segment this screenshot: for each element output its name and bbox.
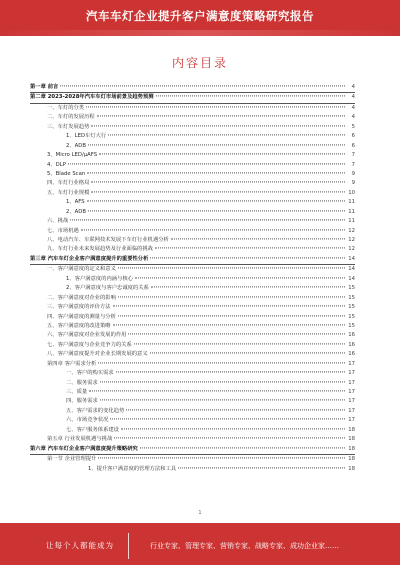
toc-entry-page: 15 <box>348 294 355 301</box>
toc-entry-page: 4 <box>351 84 355 90</box>
toc-entry-page: 17 <box>348 389 355 395</box>
toc-entry-label: 四、客户满意度的测量与分析 <box>47 313 116 320</box>
toc-leader-dots <box>128 334 345 335</box>
toc-entry-label: 七、客户满意度与企业竞争力的关系 <box>47 341 132 348</box>
toc-entry-page: 17 <box>348 417 355 424</box>
toc-entry-page: 6 <box>351 133 355 140</box>
toc-leader-dots <box>118 296 345 297</box>
toc-entry-page: 11 <box>348 218 355 225</box>
toc-entry[interactable] <box>30 217 355 226</box>
toc-entry[interactable] <box>30 369 355 378</box>
toc-leader-dots <box>114 438 345 439</box>
toc-entry-page: 15 <box>348 304 355 311</box>
toc-entry-label: 三、客户满意度的评价方法 <box>47 304 111 311</box>
toc-entry-label: 四、服务需求 <box>66 398 98 405</box>
toc-entry[interactable] <box>30 170 355 179</box>
toc-leader-dots <box>134 343 345 344</box>
toc-entry[interactable] <box>30 83 355 93</box>
toc-leader-dots <box>126 409 345 410</box>
toc-entry[interactable] <box>30 313 355 322</box>
toc-entry[interactable] <box>30 179 355 188</box>
footer-divider <box>128 533 129 559</box>
toc-entry-label: 六、市场竞争状况 <box>66 417 109 424</box>
report-title: 汽车车灯企业提升客户满意度策略研究报告 <box>86 9 314 23</box>
toc-entry[interactable] <box>30 236 355 245</box>
toc-entry[interactable] <box>30 350 355 359</box>
header-accent-band <box>0 30 400 36</box>
toc-leader-dots <box>60 85 345 86</box>
toc-entry-label: 四、车灯行业格局 <box>47 180 90 187</box>
toc-entry-page: 4 <box>351 114 355 121</box>
toc-leader-dots <box>88 210 345 211</box>
toc-entry[interactable] <box>30 255 355 265</box>
toc-entry-page: 15 <box>348 322 355 329</box>
toc-entry[interactable] <box>30 445 355 455</box>
toc-leader-dots <box>91 182 345 183</box>
toc-entry[interactable] <box>30 189 355 198</box>
toc-leader-dots <box>150 257 345 258</box>
toc-entry[interactable] <box>30 132 355 141</box>
toc-entry-page: 16 <box>348 332 355 339</box>
toc-entry-label: 六、挑战 <box>47 218 69 225</box>
toc-entry-label: 第一节 企业管理提升 <box>47 456 97 463</box>
toc-entry[interactable] <box>30 331 355 340</box>
toc-entry-label: 2、客户满意度与客户忠诚度的关系 <box>66 285 149 292</box>
toc-entry-label: 第四章 客户需求分析 <box>47 360 97 367</box>
toc-entry[interactable] <box>30 245 355 254</box>
toc-entry[interactable] <box>30 455 355 464</box>
toc-entry-label: 第五章 行业发展机遇与挑战 <box>47 436 113 443</box>
toc-leader-dots <box>81 229 345 230</box>
toc-entry[interactable] <box>30 360 355 369</box>
toc-entry-page: 4 <box>351 94 355 101</box>
toc-leader-dots <box>135 277 345 278</box>
toc-leader-dots <box>155 248 345 249</box>
toc-entry[interactable] <box>30 388 355 397</box>
toc-entry-page: 11 <box>348 199 355 206</box>
toc-entry-page: 17 <box>348 379 355 386</box>
toc-leader-dots <box>151 287 345 288</box>
toc-entry[interactable] <box>30 161 355 170</box>
toc-leader-dots <box>87 172 345 173</box>
toc-entry-page: 15 <box>348 313 355 320</box>
toc-entry-page: 17 <box>348 360 355 367</box>
toc-entry-label: 一、客户满意度的定义和意义 <box>47 266 116 273</box>
toc-entry[interactable] <box>30 416 355 425</box>
toc-leader-dots <box>86 106 345 107</box>
toc-title: 内容目录 <box>171 56 228 70</box>
toc-leader-dots <box>89 390 345 391</box>
toc-entry-label: 2、ADB <box>66 208 87 215</box>
page-number: 1 <box>198 510 202 516</box>
toc-entry[interactable] <box>30 104 355 113</box>
toc-entry-page: 10 <box>348 189 355 196</box>
toc-entry-label: 二、服务需求 <box>66 379 98 386</box>
toc-leader-dots <box>113 324 345 325</box>
toc-entry-page: 11 <box>348 208 355 215</box>
toc-entry-page: 7 <box>351 152 355 159</box>
toc-entry-page: 17 <box>348 398 355 405</box>
toc-entry-page: 18 <box>348 426 355 433</box>
toc-entry-label: 4、DLP <box>47 161 66 168</box>
toc-entry-label: 一、客户的购买需求 <box>66 370 114 377</box>
toc-leader-dots <box>98 362 345 363</box>
toc-leader-dots <box>99 153 345 154</box>
toc-entry-label: 五、车灯行业规模 <box>47 189 90 196</box>
toc-entry-label: 七、市场机遇 <box>47 227 79 234</box>
toc-leader-dots <box>88 144 345 145</box>
toc-entry-page: 14 <box>348 275 355 282</box>
toc-entry[interactable] <box>30 397 355 406</box>
toc-leader-dots <box>91 191 345 192</box>
toc-entry-label: 三、车灯发展趋势 <box>47 123 90 130</box>
toc-entry[interactable] <box>30 379 355 388</box>
toc-entry[interactable] <box>30 93 355 103</box>
toc-entry-page: 9 <box>351 180 355 187</box>
toc-entry[interactable] <box>30 208 355 217</box>
toc-entry-page: 17 <box>348 370 355 377</box>
toc-entry-label: 一、车灯的分类 <box>47 104 85 111</box>
toc-leader-dots <box>178 467 345 468</box>
toc-leader-dots <box>140 447 345 448</box>
toc-entry-label: 九、车灯行业未来发展趋势及行业面临的挑战 <box>47 246 153 253</box>
toc-leader-dots <box>116 372 345 373</box>
toc-entry-page: 18 <box>348 436 355 443</box>
toc-entry-label: 八、电动汽车、车联网技术发展下车灯行业机遇分析 <box>47 237 169 243</box>
toc-entry[interactable] <box>30 275 355 284</box>
toc-entry-label: 二、客户满意度对企业的影响 <box>47 294 116 301</box>
toc-entry-page: 17 <box>348 407 355 414</box>
toc-entry-label: 八、客户满意度提升对企业长期发展的意义 <box>47 351 148 358</box>
toc-entry-page: 9 <box>351 170 355 177</box>
toc-entry-label: 3、Micro LED/μAFS <box>47 152 98 159</box>
toc-entry-page: 14 <box>348 255 355 262</box>
toc-entry-label: 七、客户服务体系建设 <box>66 426 119 433</box>
toc-leader-dots <box>108 135 345 136</box>
toc-entry[interactable] <box>30 113 355 122</box>
toc-leader-dots <box>113 305 345 306</box>
toc-leader-dots <box>68 163 345 164</box>
toc-entry-page: 15 <box>348 285 355 292</box>
toc-entry-label: 第三章 汽车车灯企业客户满意度提升的重要性分析 <box>30 255 149 262</box>
toc-leader-dots <box>97 116 345 117</box>
toc-entry-page: 5 <box>351 123 355 130</box>
toc-entry-label: 1、LED车灯大行 <box>66 133 107 140</box>
toc-leader-dots <box>171 238 345 239</box>
toc-entry-label: 第二章 2023-2028年汽车车灯市场前景及趋势预测 <box>30 94 154 101</box>
toc-entry[interactable] <box>30 426 355 435</box>
toc-leader-dots <box>150 353 345 354</box>
toc-entry-page: 12 <box>348 237 355 243</box>
toc-leader-dots <box>121 428 345 429</box>
toc-entry-label: 第六章 汽车车灯企业客户满意度提升策略研究 <box>30 445 138 452</box>
toc-entry-page: 16 <box>348 351 355 358</box>
footer-slogan: 让每个人都能成为 <box>46 541 114 550</box>
toc-entry[interactable] <box>30 265 355 274</box>
toc-entry-page: 4 <box>351 104 355 111</box>
toc-entry[interactable] <box>30 435 355 444</box>
report-header <box>0 0 400 36</box>
toc-entry[interactable] <box>30 407 355 416</box>
toc-entry[interactable] <box>30 294 355 303</box>
toc-entry-page: 18 <box>348 465 355 472</box>
toc-entry-page: 18 <box>348 456 355 463</box>
toc-entry-page: 14 <box>348 266 355 273</box>
footer-tagline: 行业专家、管理专家、营销专家、战略专家、成功企业家…… <box>150 542 339 550</box>
toc-entry-label: 1、客户满意度的内涵与核心 <box>66 275 133 282</box>
toc-leader-dots <box>110 419 345 420</box>
toc-leader-dots <box>118 315 345 316</box>
toc-entry-label: 5、Blade Scan <box>47 170 86 177</box>
toc-leader-dots <box>100 400 345 401</box>
toc-leader-dots <box>87 201 345 202</box>
toc-entry[interactable] <box>30 284 355 293</box>
toc-entry-label: 2、ADB <box>66 142 87 149</box>
toc-entry[interactable] <box>30 151 355 160</box>
toc-entry-label: 五、客户满意度的改进策略 <box>47 322 111 329</box>
toc-leader-dots <box>70 220 345 221</box>
toc-leader-dots <box>118 268 345 269</box>
toc-entry-label: 三、质量 <box>66 389 88 395</box>
toc-entry-page: 7 <box>351 161 355 168</box>
toc-entry-label: 五、客户需求的变化趋势 <box>66 407 125 414</box>
toc-entry-page: 18 <box>348 445 355 452</box>
toc-entry-label: 1、提升客户满意度的管理方法和工具 <box>88 465 177 472</box>
toc-entry[interactable] <box>30 465 355 474</box>
toc-entry[interactable] <box>30 227 355 236</box>
toc-entry-page: 12 <box>348 246 355 253</box>
toc-entry-page: 12 <box>348 227 355 234</box>
toc-entry-page: 16 <box>348 341 355 348</box>
toc-entry[interactable] <box>30 142 355 151</box>
toc-entry[interactable] <box>30 303 355 312</box>
toc-leader-dots <box>156 96 345 97</box>
toc-entry-label: 第一章 前言 <box>30 84 59 90</box>
toc-leader-dots <box>91 125 345 126</box>
toc-leader-dots <box>98 457 345 458</box>
toc-entry[interactable] <box>30 341 355 350</box>
toc-entry-label: 二、车灯的发展历程 <box>47 114 95 121</box>
toc-entry[interactable] <box>30 322 355 331</box>
toc-entry[interactable] <box>30 123 355 132</box>
toc-entry-label: 六、客户满意度对企业发展的作用 <box>47 332 127 339</box>
toc-entry-page: 6 <box>351 142 355 149</box>
table-of-contents <box>30 83 355 474</box>
toc-leader-dots <box>100 381 345 382</box>
toc-entry[interactable] <box>30 198 355 207</box>
toc-entry-label: 1、AFS <box>66 199 85 206</box>
